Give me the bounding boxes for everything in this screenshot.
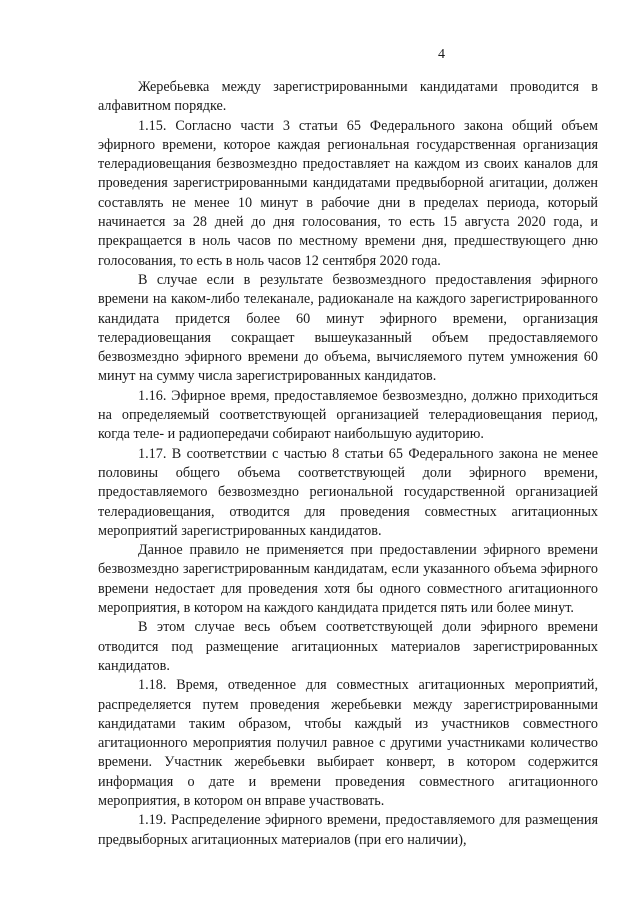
document-body: [98, 78, 598, 850]
paragraph-1-16: 1.16. Эфирное время, предоставляемое безвозмездно, должно приходиться на определяемый соответствующей организацией телерадиовещания период, когда теле- и радиопередачи собирают наибольшую аудиторию.: [98, 387, 598, 443]
paragraph-1-17-exception: Данное правило не применяется при предоставлении эфирного времени безвозмездно зарегистрированным кандидатам, если указанного объема эфирного времени недостает для проведения хотя бы одного совместного агитационного мероприятия, в котором на каждого кандидата придется пять или более минут.: [98, 542, 598, 617]
paragraph-1-19: 1.19. Распределение эфирного времени, предоставляемого для размещения предвыборных агитационных материалов (при его наличии),: [98, 812, 598, 848]
paragraph-1-15: 1.15. Согласно части 3 статьи 65 Федерального закона общий объем эфирного времени, которое каждая региональная государственная организация телерадиовещания безвозмездно предоставляет на каждом из своих каналов для проведения зарегистрированными кандидатами предвыборной агитации, должен составлять не менее 10 минут в рабочие дни в пределах периода, который начинается за 28 дней до дня голосования, то есть 15 августа 2020 года, и прекращается в ноль часов по местному времени дня, предшествующего дню голосования, то есть в ноль часов 12 сентября 2020 года.: [98, 117, 598, 269]
page-number: 4: [438, 47, 445, 62]
paragraph-lottery-order: Жеребьевка между зарегистрированными кандидатами проводится в алфавитном порядке.: [98, 79, 598, 115]
paragraph-1-17: 1.17. В соответствии с частью 8 статьи 65 Федерального закона не менее половины общего объема соответствующей доли эфирного времени, предоставляемого безвозмездно региональной государственной организацией телерадиовещания, отводится для проведения совместных агитационных мероприятий зарегистрированных кандидатов.: [98, 445, 598, 539]
paragraph-1-17-allocation: В этом случае весь объем соответствующей доли эфирного времени отводится под размещение агитационных материалов зарегистрированных кандидатов.: [98, 619, 598, 674]
paragraph-1-18: 1.18. Время, отведенное для совместных агитационных мероприятий, распределяется путем проведения жеребьевки между зарегистрированными кандидатами таким образом, чтобы каждый из участников совместного агитационного мероприятия получил равное с другими участниками количество времени. Участник жеребьевки выбирает конверт, в котором содержится информация о дате и времени проведения совместного агитационного мероприятия, в котором он вправе участвовать.: [98, 677, 598, 809]
paragraph-1-15-reduction: В случае если в результате безвозмездного предоставления эфирного времени на каком-либо телеканале, радиоканале на каждого зарегистрированного кандидата придется более 60 минут эфирного времени, организация телерадиовещания сокращает вышеуказанный объем предоставляемого безвозмездно эфирного времени до объема, вычисляемого путем умножения 60 минут на сумму числа зарегистрированных кандидатов.: [98, 271, 598, 385]
